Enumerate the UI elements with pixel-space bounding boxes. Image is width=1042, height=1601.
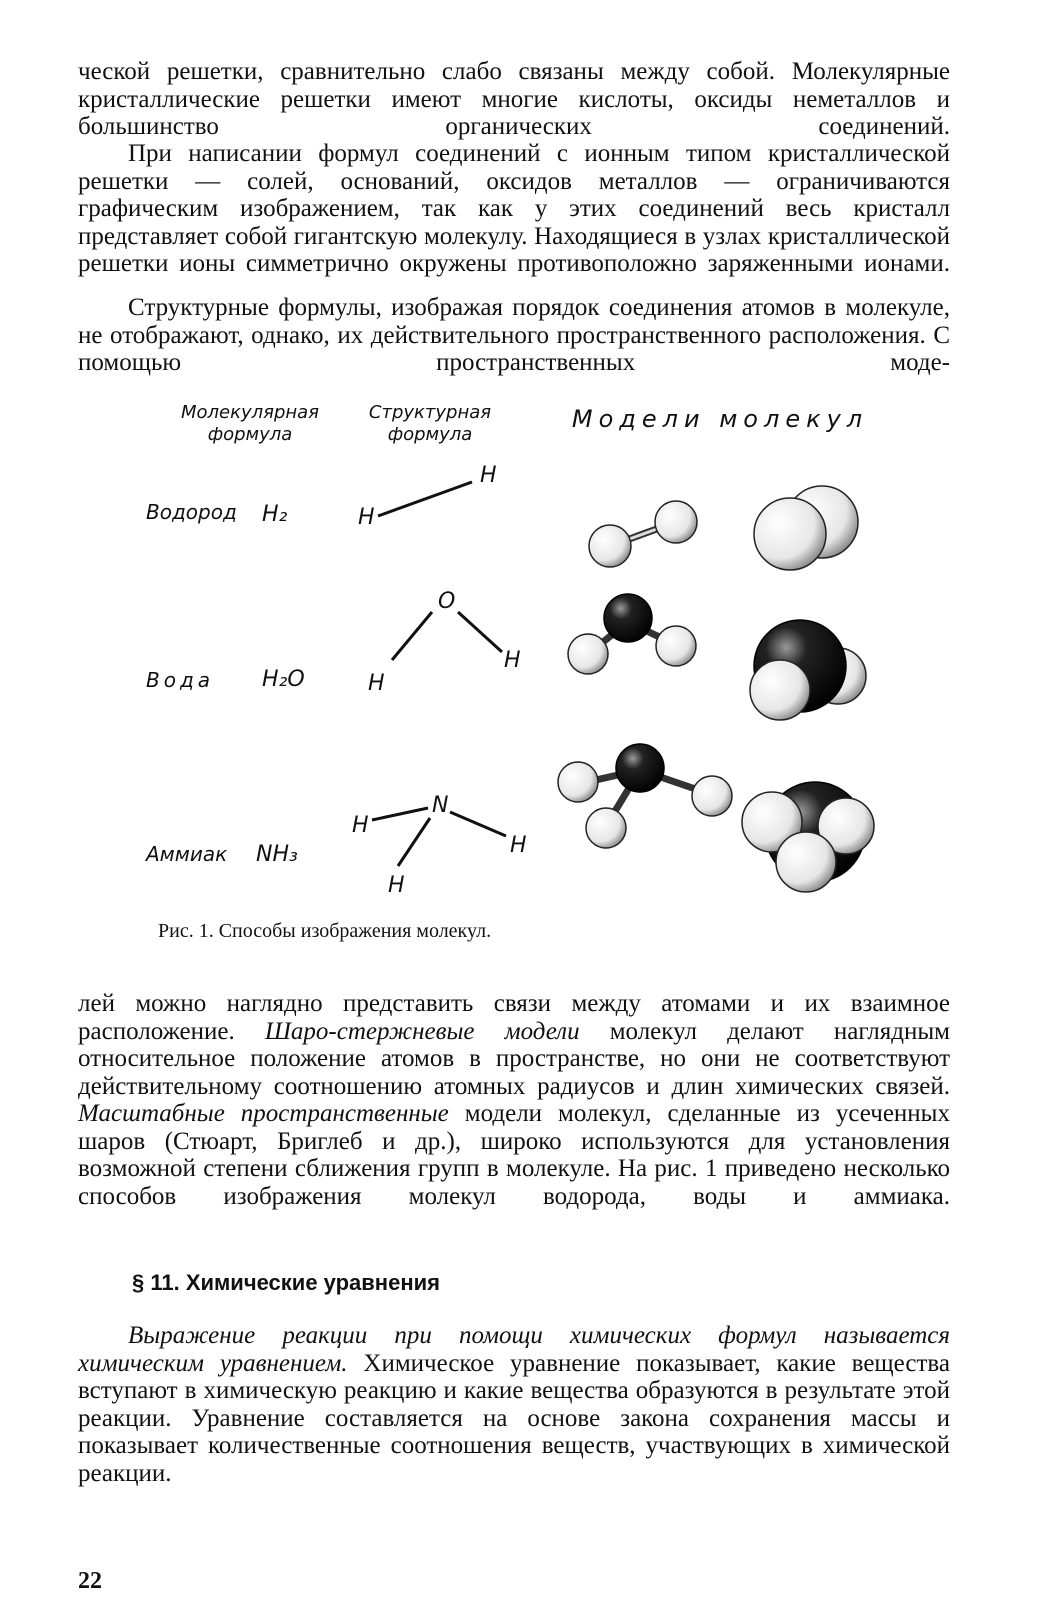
svg-text:H: H <box>368 671 385 696</box>
molecule-formula-ammonia: NH₃ <box>256 842 298 867</box>
paragraph-5-text: Химическое уравнение показывает, какие вещества вступают в химическую реакцию и какие вещества образуются в результате этой реакции. Уравнение составляется на основе закона сохранения массы и показывает количественные соотношения веществ, участвующих в химической реакции. <box>78 1349 950 1487</box>
svg-text:H: H <box>504 648 521 673</box>
molecule-formula-hydrogen: H₂ <box>262 502 288 527</box>
ball-stick-model-ammonia <box>558 744 732 848</box>
col-header-models: Модели молекул <box>571 405 869 433</box>
definition-chemical-equation: Выражение реакции при помощи химических формул называется химическим уравнением. <box>78 1322 950 1377</box>
structural-formula-ammonia <box>352 793 527 898</box>
page-number: 22 <box>78 1568 102 1594</box>
col-header-molecular: Молекулярная формула <box>180 402 320 445</box>
space-filling-model-water <box>750 620 866 720</box>
space-filling-model-hydrogen <box>754 486 858 570</box>
paragraph-4 <box>78 990 950 1210</box>
svg-text:N: N <box>432 793 449 818</box>
paragraph-3-text: Структурные формулы, изображая порядок соединения атомов в молекуле, не отображают, однако, их действительного пространственного расположения. С помощью пространственных моде- <box>78 294 950 376</box>
molecule-name-hydrogen: Водород <box>146 500 237 524</box>
svg-text:H: H <box>388 873 405 898</box>
paragraph-4-text-c: модели молекул, сделанные из усеченных шаров (Стюарт, Бриглеб и др.), широко используются для установления возможной степени сближения групп в молекуле. На рис. 1 приведено несколько способов изображения молекул водорода, воды и аммиака. <box>78 1100 950 1210</box>
svg-text:H: H <box>358 505 375 530</box>
ball-stick-model-hydrogen <box>589 501 697 567</box>
term-scale-models: Масштабные пространственные <box>78 1100 449 1127</box>
section-heading: § 11. Химические уравнения <box>132 1270 440 1295</box>
ball-stick-model-water <box>568 594 696 674</box>
paragraph-4-text-a: лей можно наглядно представить связи между атомами и их взаимное расположение. <box>78 990 950 1045</box>
figure-caption: Рис. 1. Способы изображения молекул. <box>158 920 492 942</box>
term-ball-stick-models: Шаро-стержневые модели <box>264 1017 580 1045</box>
space-filling-model-ammonia <box>742 782 874 892</box>
svg-text:O: O <box>438 589 456 614</box>
molecule-name-water: Вода <box>146 668 215 692</box>
structural-formula-hydrogen <box>358 463 497 530</box>
molecule-name-ammonia: Аммиак <box>146 842 228 866</box>
molecule-formula-water: H₂O <box>262 667 305 692</box>
svg-text:H: H <box>510 833 527 858</box>
structural-formula-water <box>368 589 521 696</box>
paragraph-5 <box>78 1322 950 1487</box>
paragraph-1-text: ческой решетки, сравнительно слабо связаны между собой. Молекулярные кристаллические решетки имеют многие кислоты, оксиды неметаллов и большинство органических соединений. <box>78 58 950 140</box>
paragraph-4-text-b: молекул делают наглядным относительное положение атомов в пространстве, но они не соответствуют действительному соотношению атомных радиусов и длин химических связей. <box>78 1017 950 1100</box>
col-header-structural: Структурная формула <box>368 402 492 445</box>
svg-text:H: H <box>480 463 497 488</box>
svg-text:H: H <box>352 813 369 838</box>
paragraph-2-text: При написании формул соединений с ионным типом кристаллической решетки — солей, оснований, оксидов металлов — ограничиваются графическим изображением, так как у этих соединений весь кристалл представляет собой гигантскую молекулу. Находящиеся в узлах кристаллической решетки ионы симметрично окружены противоположно заряженными ионами. <box>78 140 950 277</box>
